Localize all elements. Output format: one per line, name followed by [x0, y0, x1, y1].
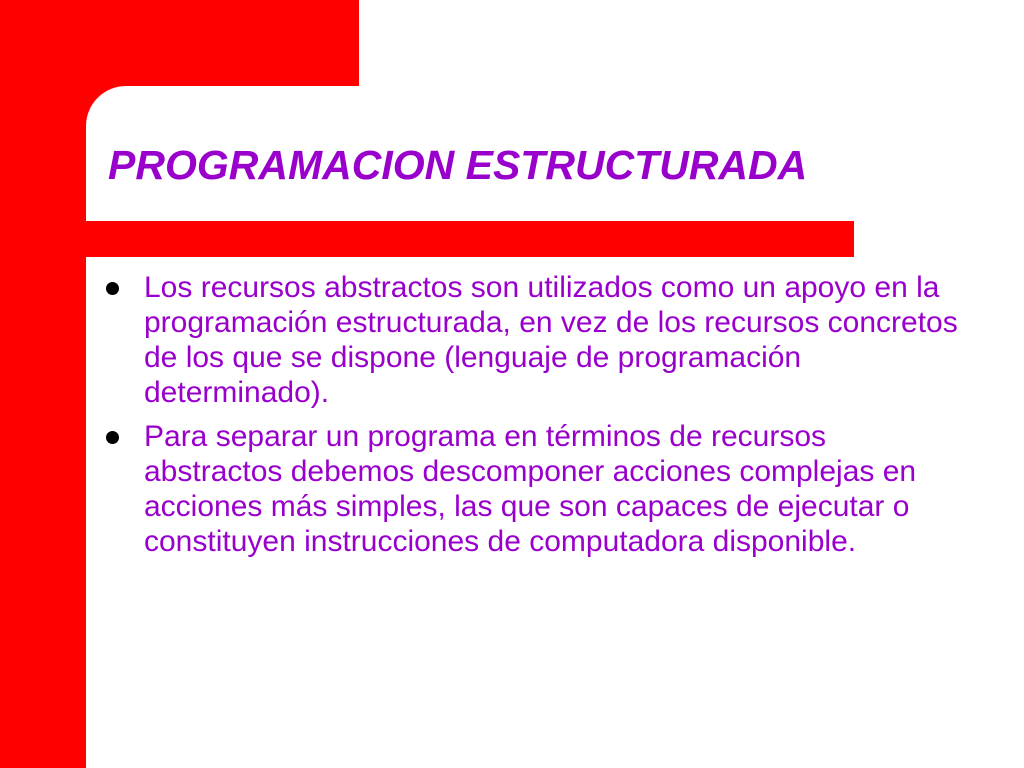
bullet-text: Los recursos abstractos son utilizados como un apoyo en la programación estructurada, en vez de los recursos concretos de los que se dispone (lenguaje de programación determinado). — [144, 271, 958, 409]
bullet-list — [104, 270, 964, 568]
red-left-bar — [0, 0, 86, 768]
bullet-dot-icon — [106, 282, 119, 295]
red-title-underline-band — [86, 221, 854, 257]
slide-title: PROGRAMACION ESTRUCTURADA — [108, 142, 808, 188]
bullet-text: Para separar un programa en términos de recursos abstractos debemos descomponer acciones complejas en acciones más simples, las que son capaces de ejecutar o constituyen instrucciones de computadora disponible. — [144, 420, 917, 558]
list-item — [104, 270, 964, 410]
bullet-dot-icon — [106, 431, 119, 444]
red-top-block — [86, 0, 359, 86]
list-item — [104, 419, 964, 559]
